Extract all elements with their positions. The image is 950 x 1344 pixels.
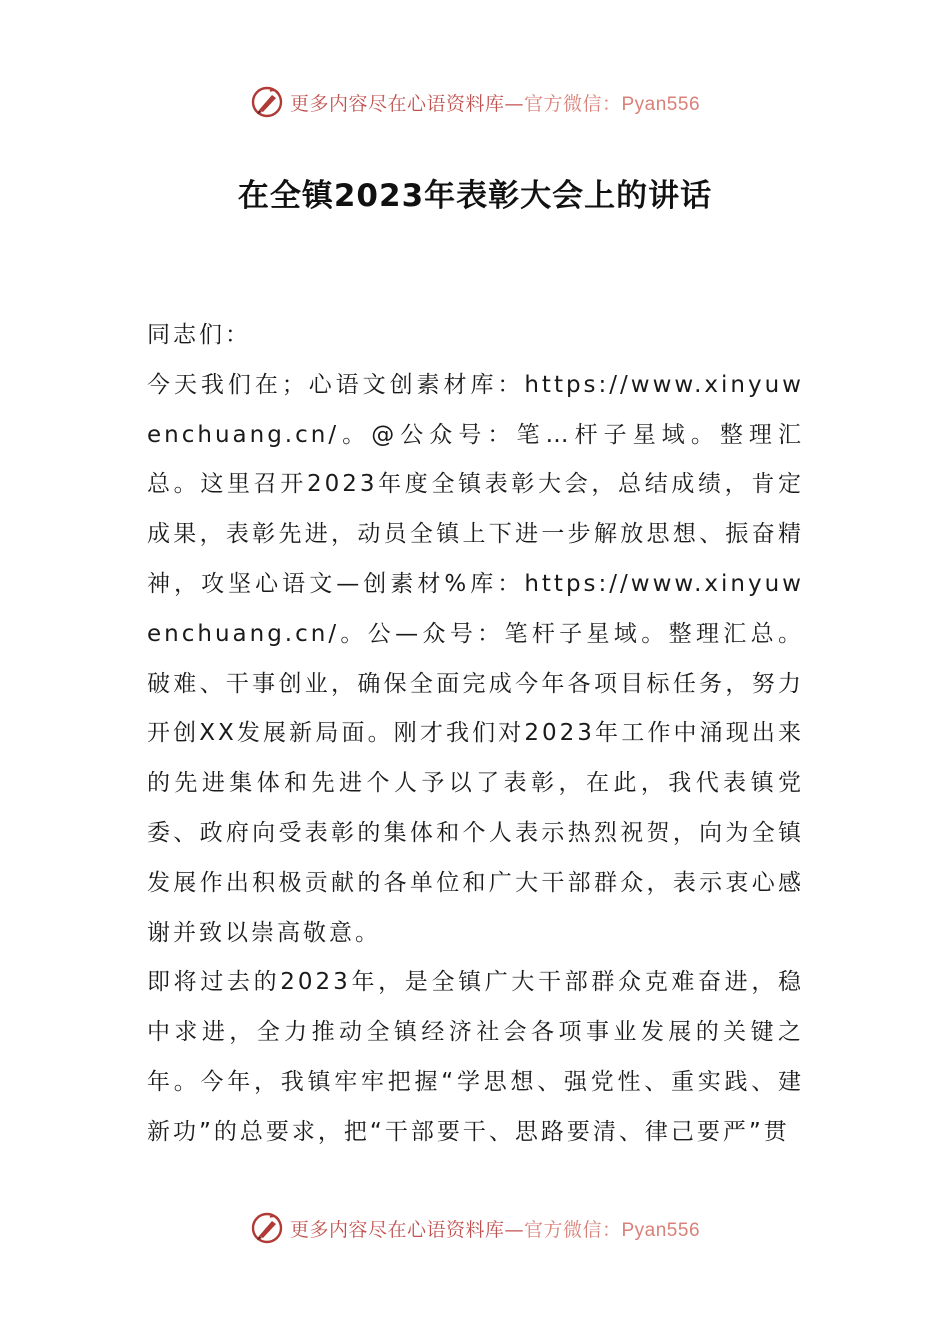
header-banner [0, 82, 950, 122]
pen-seal-icon [250, 85, 284, 119]
paragraph: 即将过去的2023年，是全镇广大干部群众克难奋进，稳中求进，全力推动全镇经济社会各项事业发展的关键之年。今年，我镇牢牢把握“学思想、强党性、重实践、建新功”的总要求，把“干部要干、思路要清、律己要严”贯 [147, 969, 804, 1145]
document-title: 在全镇2023年表彰大会上的讲话 [237, 178, 713, 214]
banner-wechat: 官方微信：Pyan556 [524, 93, 701, 115]
document-body [147, 311, 804, 1158]
paragraph: 今天我们在；心语文创素材库：https://www.xinyuwenchuang.cn/。@公众号：笔…杆子星域。整理汇总。这里召开2023年度全镇表彰大会，总结成绩，肯定成果，表彰先进，动员全镇上下进一步解放思想、振奋精神，攻坚心语文—创素材%库：https://www.xinyuwenchuang.cn/。公—众号：笔杆子星域。整理汇总。破难、干事创业，确保全面完成今年各项目标任务，努力开创XX发展新局面。刚才我们对2023年工作中涌现出来的先进集体和先进个人予以了表彰，在此，我代表镇党委、政府向受表彰的集体和个人表示热烈祝贺，向为全镇发展作出积极贡献的各单位和广大干部群众，表示衷心感谢并致以崇高敬意。 [147, 371, 804, 946]
salutation: 同志们： [147, 322, 251, 348]
pen-seal-icon [250, 1211, 284, 1245]
footer-banner [0, 1208, 950, 1248]
banner-text: 更多内容尽在心语资料库— [289, 1218, 524, 1241]
banner-text: 更多内容尽在心语资料库— [289, 92, 524, 115]
banner-wechat: 官方微信：Pyan556 [524, 1219, 701, 1241]
